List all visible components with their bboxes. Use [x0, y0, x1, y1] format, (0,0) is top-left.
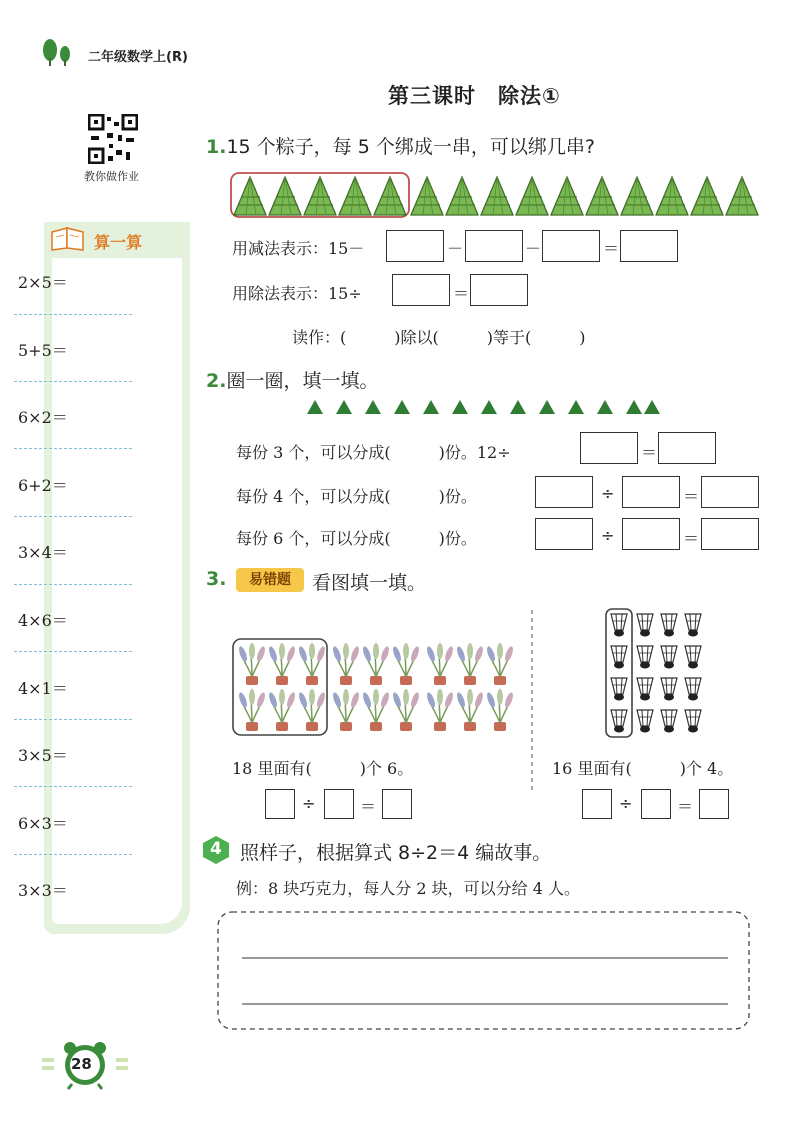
q4-text: 照样子，根据算式 8÷2＝4 编故事。: [240, 842, 552, 864]
sidebar-item: 6×3＝: [18, 814, 68, 833]
q3-number-wrap: [206, 568, 226, 590]
q3-text: 看图填一填。: [312, 572, 427, 594]
equals-sign: ＝: [453, 284, 470, 303]
answer-box[interactable]: [582, 789, 612, 819]
sidebar-item: 4×1＝: [18, 679, 68, 698]
dashed-divider: [530, 610, 534, 790]
plant-grid: [230, 636, 524, 738]
answer-box[interactable]: [386, 230, 444, 262]
answer-box[interactable]: [382, 789, 412, 819]
equals-sign: ＝: [641, 443, 658, 462]
q2-line1: 每份 3 个，可以分成( )份。12÷: [236, 443, 511, 462]
divide-sign: ÷: [302, 794, 316, 813]
divide-sign: ÷: [619, 794, 633, 813]
q1-reading: 读作：( )除以( )等于( ): [292, 328, 586, 347]
q4-example: 例：8 块巧克力，每人分 2 块，可以分给 4 人。: [236, 879, 580, 898]
answer-box[interactable]: [265, 789, 295, 819]
equals-sign: ＝: [360, 797, 377, 816]
answer-box[interactable]: [535, 476, 593, 508]
sidebar-item: 6×2＝: [18, 408, 68, 427]
answer-box[interactable]: [641, 789, 671, 819]
answer-box[interactable]: [699, 789, 729, 819]
sidebar-item: 4×6＝: [18, 611, 68, 630]
q3-right-text: 16 里面有( )个 4。: [552, 759, 734, 778]
sidebar-item: 3×5＝: [18, 746, 68, 765]
q2-number: 2.: [206, 370, 227, 392]
answer-box[interactable]: [658, 432, 716, 464]
sidebar-item: 3×4＝: [18, 543, 68, 562]
tree-logo-icon: [40, 36, 76, 68]
answer-box[interactable]: [622, 476, 680, 508]
answer-box[interactable]: [470, 274, 528, 306]
answer-box[interactable]: [580, 432, 638, 464]
q2-line3: 每份 6 个，可以分成( )份。: [236, 529, 477, 548]
answer-box[interactable]: [392, 274, 450, 306]
answer-box[interactable]: [701, 518, 759, 550]
answer-box[interactable]: [701, 476, 759, 508]
equals-sign: ＝: [683, 529, 700, 548]
q1-subtraction-label: 用减法表示：15－: [232, 239, 365, 258]
zongzi-row: [226, 170, 766, 220]
triangle-row: [306, 398, 666, 418]
divide-sign: ÷: [601, 526, 615, 545]
q1-division-label: 用除法表示：15÷: [232, 284, 362, 303]
q1-text: 15 个粽子，每 5 个绑成一串，可以绑几串?: [226, 136, 595, 158]
story-answer-area[interactable]: [216, 910, 752, 1032]
q4-number: 4: [210, 839, 222, 859]
shuttlecock-grid: [604, 606, 708, 740]
book-icon: [50, 226, 86, 252]
book-title: 二年级数学上(R): [88, 50, 188, 65]
error-prone-tag: 易错题: [236, 568, 304, 592]
q3-number: 3.: [206, 568, 227, 590]
qr-caption: 教你做作业: [84, 170, 139, 183]
lesson-title: 第三课时 除法①: [388, 84, 561, 108]
answer-box[interactable]: [542, 230, 600, 262]
q2-text: 圈一圈，填一填。: [226, 370, 379, 392]
q1-prompt: [206, 132, 595, 159]
sidebar-item: 2×5＝: [18, 273, 68, 292]
q1-number: 1.: [206, 136, 227, 158]
minus-sign: －: [525, 239, 542, 258]
qr-code-icon: [88, 114, 138, 164]
q2-line2: 每份 4 个，可以分成( )份。: [236, 487, 477, 506]
divide-sign: ÷: [601, 484, 615, 503]
equals-sign: ＝: [603, 239, 620, 258]
answer-box[interactable]: [620, 230, 678, 262]
q2-prompt: [206, 366, 378, 393]
q3-left-text: 18 里面有( )个 6。: [232, 759, 414, 778]
answer-box[interactable]: [324, 789, 354, 819]
sidebar-title: 算一算: [94, 233, 143, 252]
answer-box[interactable]: [622, 518, 680, 550]
equals-sign: ＝: [683, 487, 700, 506]
sidebar-item: 3×3＝: [18, 881, 68, 900]
sidebar-item: 6+2＝: [18, 476, 68, 495]
answer-box[interactable]: [535, 518, 593, 550]
sidebar-item: 5+5＝: [18, 341, 68, 360]
equals-sign: ＝: [677, 797, 694, 816]
answer-box[interactable]: [465, 230, 523, 262]
minus-sign: －: [447, 239, 464, 258]
page-number: 28: [71, 1055, 92, 1073]
